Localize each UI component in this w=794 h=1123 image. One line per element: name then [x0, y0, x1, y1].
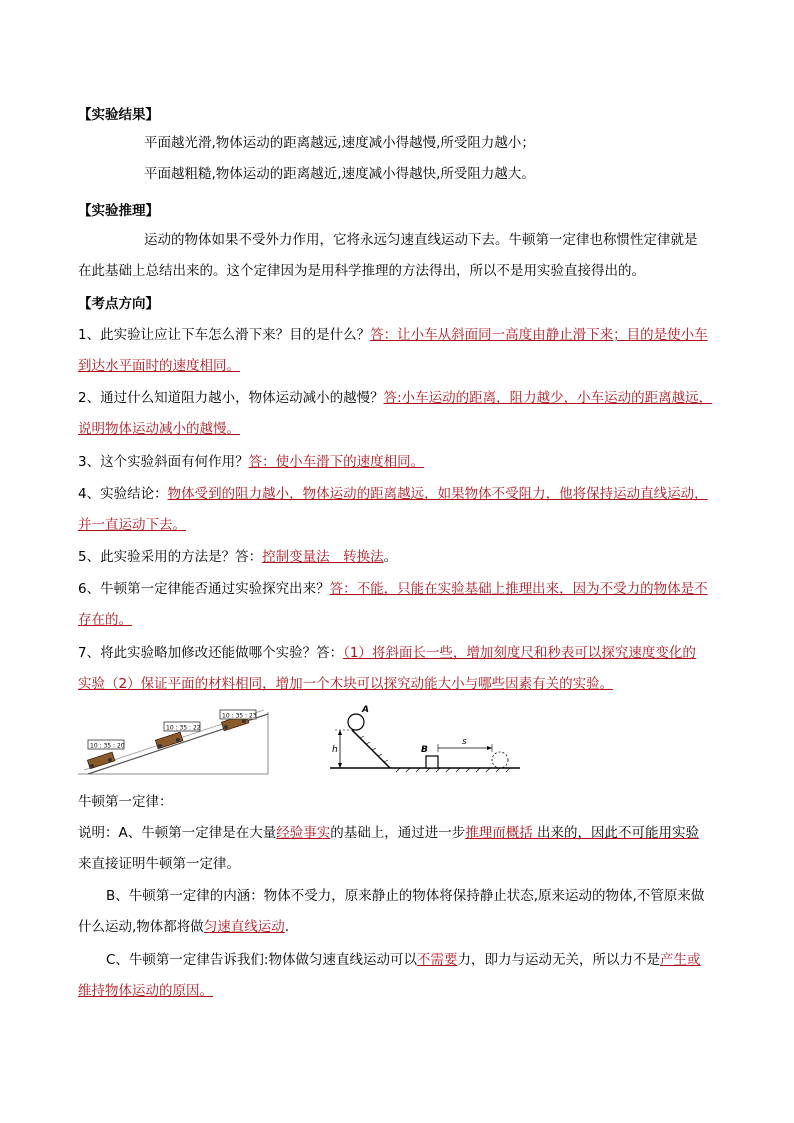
newton-a-highlight-2: 推理而概括 — [465, 825, 533, 841]
q1-answer-2: 到达水平面时的速度相同。 — [78, 358, 240, 374]
label-a: A — [362, 705, 369, 715]
newton-a-text-2: 的基础上，通过进一步 — [330, 825, 466, 841]
label-h: h — [332, 745, 338, 755]
newton-a-line-2: 来直接证明牛顿第一定律。 — [78, 856, 240, 872]
q6-answer: 答：不能，只能在实验基础上推理出来，因为不受力的物体是不 — [329, 581, 708, 597]
q2-answer-2: 说明物体运动减小的越慢。 — [78, 421, 240, 437]
ramp-surface — [352, 730, 390, 768]
q5-end: 。 — [383, 549, 398, 565]
q7-question: 7、将此实验略加修改还能做哪个实验？答： — [78, 645, 344, 661]
ramp-hatch — [360, 736, 388, 762]
ball-end-position — [492, 752, 508, 768]
q1-line — [78, 325, 708, 345]
label-s: s — [462, 737, 467, 747]
newton-a-highlight-3: 实验 — [672, 825, 700, 841]
newton-c-text-2: 力，即力与运动无关，所以力不是 — [457, 952, 660, 968]
newton-b-line-2 — [78, 917, 289, 937]
newton-a-highlight-1: 经验事实 — [276, 825, 331, 841]
results-line-2: 平面越粗糙,物体运动的距离越近,速度减小得越快,所受阻力越大。 — [144, 166, 535, 182]
newton-title: 牛顿第一定律： — [78, 794, 173, 810]
reasoning-heading: 【实验推理】 — [78, 203, 159, 219]
q6-question: 6、牛顿第一定律能否通过实验探究出来？ — [78, 581, 330, 597]
q2-line — [78, 388, 712, 408]
q3-line — [78, 452, 424, 472]
q4-answer-cont — [78, 515, 186, 535]
timer-2: 10 : 35 : 22 — [166, 724, 201, 732]
q6-answer-cont — [78, 610, 132, 630]
newton-b-highlight: 匀速直线运动 — [203, 919, 285, 935]
newton-b-text: 什么运动,物体都将做 — [78, 919, 204, 935]
newton-c-line — [78, 950, 700, 970]
reasoning-line-1: 运动的物体如果不受外力作用，它将永远匀速直线运动下去。牛顿第一定律也称惯性定律就是 — [144, 232, 698, 248]
q1-question: 1、此实验让应让下车怎么滑下来？目的是什么？ — [78, 327, 371, 343]
newton-a-text-3: 出来的，因此不可能用 — [532, 825, 673, 841]
h-arrowhead-top — [338, 730, 342, 735]
q2-answer: 答:小车运动的距离，阻力越少，小车运动的距离越远， — [383, 390, 713, 406]
q1-answer: 答：让小车从斜面同一高度由静止滑下来；目的是使小车 — [370, 327, 708, 343]
q7-line — [78, 643, 696, 663]
results-heading: 【实验结果】 — [78, 107, 159, 123]
newton-c-highlight-1: 不需要 — [416, 952, 458, 968]
ramp-block-figure — [330, 700, 522, 776]
q4-answer-2: 并一直运动下去。 — [78, 517, 186, 533]
q2-question: 2、通过什么知道阻力越小，物体运动减小的越慢？ — [78, 390, 384, 406]
newton-a-line — [78, 823, 699, 843]
q3-answer: 答：使小车滑下的速度相同。 — [248, 454, 425, 470]
newton-b-line: B、牛顿第一定律的内涵：物体不受力，原来静止的物体将保持静止状态,原来运动的物体,不管原来做 — [106, 888, 705, 904]
s-arrowhead — [487, 746, 492, 750]
car-2 — [155, 732, 183, 749]
q7-answer-cont — [78, 674, 613, 694]
q6-line — [78, 579, 708, 599]
newton-c-highlight-3: 维持物体运动的原因。 — [78, 983, 213, 999]
q5-line — [78, 547, 397, 567]
reasoning-line-2: 在此基础上总结出来的。这个定律因为是用科学推理的方法得出，所以不是用实验直接得出的。 — [78, 263, 645, 279]
label-b: B — [421, 745, 428, 755]
results-line-1: 平面越光滑,物体运动的距离越远,速度减小得越慢,所受阻力越小； — [144, 135, 535, 151]
q4-answer: 物体受到的阻力越小，物体运动的距离越远，如果物体不受阻力，他将保持运动直线运动， — [167, 486, 708, 502]
newton-c-line-2 — [78, 981, 213, 1001]
q3-question: 3、这个实验斜面有何作用？ — [78, 454, 249, 470]
newton-c-highlight-2: 产生或 — [659, 952, 701, 968]
q5-answer: 控制变量法 转换法 — [262, 549, 384, 565]
incline-figure — [78, 708, 270, 778]
timer-1: 10 : 35 : 20 — [90, 742, 125, 750]
block-b — [426, 756, 438, 768]
newton-c-text-1: C、牛顿第一定律告诉我们:物体做匀速直线运动可以 — [106, 952, 417, 968]
newton-a-text-1: 说明：A、牛顿第一定律是在大量 — [78, 825, 277, 841]
q2-answer-cont — [78, 419, 240, 439]
q4-question: 4、实验结论： — [78, 486, 168, 502]
exam-heading: 【考点方向】 — [78, 296, 159, 312]
q1-answer-cont — [78, 356, 240, 376]
q7-answer: （1）将斜面长一些，增加刻度尺和秒表可以探究速度变化的 — [343, 645, 696, 661]
q6-answer-2: 存在的。 — [78, 612, 132, 628]
q7-answer-2: 实验（2）保证平面的材料相同，增加一个木块可以探究动能大小与哪些因素有关的实验。 — [78, 676, 614, 692]
timer-3: 10 : 35 : 23 — [222, 712, 257, 720]
q5-question: 5、此实验采用的方法是？答： — [78, 549, 263, 565]
q4-line — [78, 484, 708, 504]
newton-b-end: . — [284, 919, 290, 935]
ball — [348, 714, 364, 730]
